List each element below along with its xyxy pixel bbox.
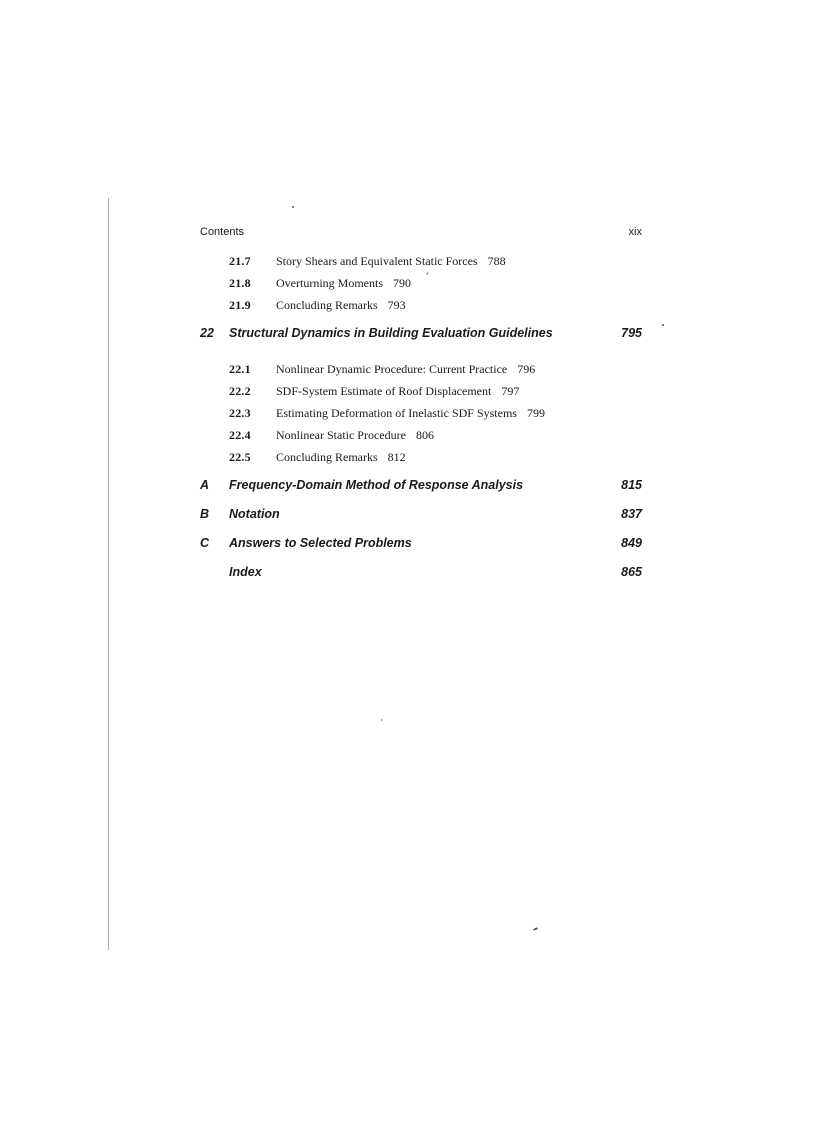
section-title: Estimating Deformation of Inelastic SDF Systems — [276, 406, 517, 420]
appendix-page: 837 — [621, 507, 642, 521]
section-number: 21.7 — [229, 254, 251, 268]
section-number: 22.5 — [229, 450, 251, 464]
toc-section-entry[interactable] — [200, 384, 642, 406]
appendix-title: Frequency-Domain Method of Response Analysis — [229, 478, 524, 492]
toc-chapter-entry[interactable] — [200, 326, 642, 348]
section-page: 806 — [415, 428, 434, 442]
section-number: 21.8 — [229, 276, 251, 290]
toc-section-entry[interactable] — [200, 276, 642, 298]
section-title: Concluding Remarks — [276, 450, 378, 464]
section-title: Overturning Moments — [276, 276, 383, 290]
section-page: 812 — [387, 450, 406, 464]
toc-section-entry[interactable] — [200, 450, 642, 472]
section-title: Nonlinear Static Procedure — [276, 428, 406, 442]
running-header — [200, 226, 642, 242]
section-page: 793 — [387, 298, 406, 312]
section-number: 22.1 — [229, 362, 251, 376]
appendix-letter: A — [200, 478, 210, 492]
appendix-title: Answers to Selected Problems — [229, 536, 412, 550]
toc-appendix-entry[interactable] — [200, 536, 642, 565]
section-page: 799 — [526, 406, 545, 420]
appendix-title: Notation — [229, 507, 280, 521]
toc-section-entry[interactable] — [200, 362, 642, 384]
section-title: Story Shears and Equivalent Static Forces — [276, 254, 478, 268]
running-header-title: Contents — [200, 226, 245, 238]
toc-section-entry[interactable] — [200, 254, 642, 276]
scan-speck — [662, 324, 664, 326]
section-number: 22.3 — [229, 406, 251, 420]
section-number: 21.9 — [229, 298, 251, 312]
toc-appendix-entry[interactable] — [200, 507, 642, 536]
chapter-number: 22 — [200, 326, 214, 340]
section-title: SDF-System Estimate of Roof Displacement — [276, 384, 492, 398]
scan-speck — [381, 719, 382, 721]
section-title: Concluding Remarks — [276, 298, 378, 312]
toc-section-entry[interactable] — [200, 298, 642, 320]
page-number: xix — [628, 226, 642, 238]
toc-section-entry[interactable] — [200, 428, 642, 450]
index-page: 865 — [621, 565, 642, 579]
section-page: 788 — [487, 254, 506, 268]
toc-section-entry[interactable] — [200, 406, 642, 428]
section-page: 797 — [501, 384, 520, 398]
toc-appendix-entry[interactable] — [200, 478, 642, 507]
appendix-page: 849 — [621, 536, 642, 550]
section-title: Nonlinear Dynamic Procedure: Current Practice — [276, 362, 508, 376]
section-page: 796 — [517, 362, 536, 376]
toc-index-entry[interactable] — [200, 565, 642, 594]
scan-edge-line — [108, 198, 109, 950]
chapter-title: Structural Dynamics in Building Evaluation Guidelines — [229, 326, 553, 340]
chapter-page: 795 — [621, 326, 642, 340]
scan-speck — [292, 206, 294, 208]
section-number: 22.2 — [229, 384, 251, 398]
section-number: 22.4 — [229, 428, 251, 442]
contents-page — [200, 226, 642, 594]
section-page: 790 — [393, 276, 411, 290]
scan-speck — [533, 927, 538, 931]
appendix-letter: C — [200, 536, 210, 550]
appendix-page: 815 — [621, 478, 642, 492]
index-title: Index — [229, 565, 262, 579]
spacer — [200, 348, 642, 362]
appendix-letter: B — [200, 507, 210, 521]
